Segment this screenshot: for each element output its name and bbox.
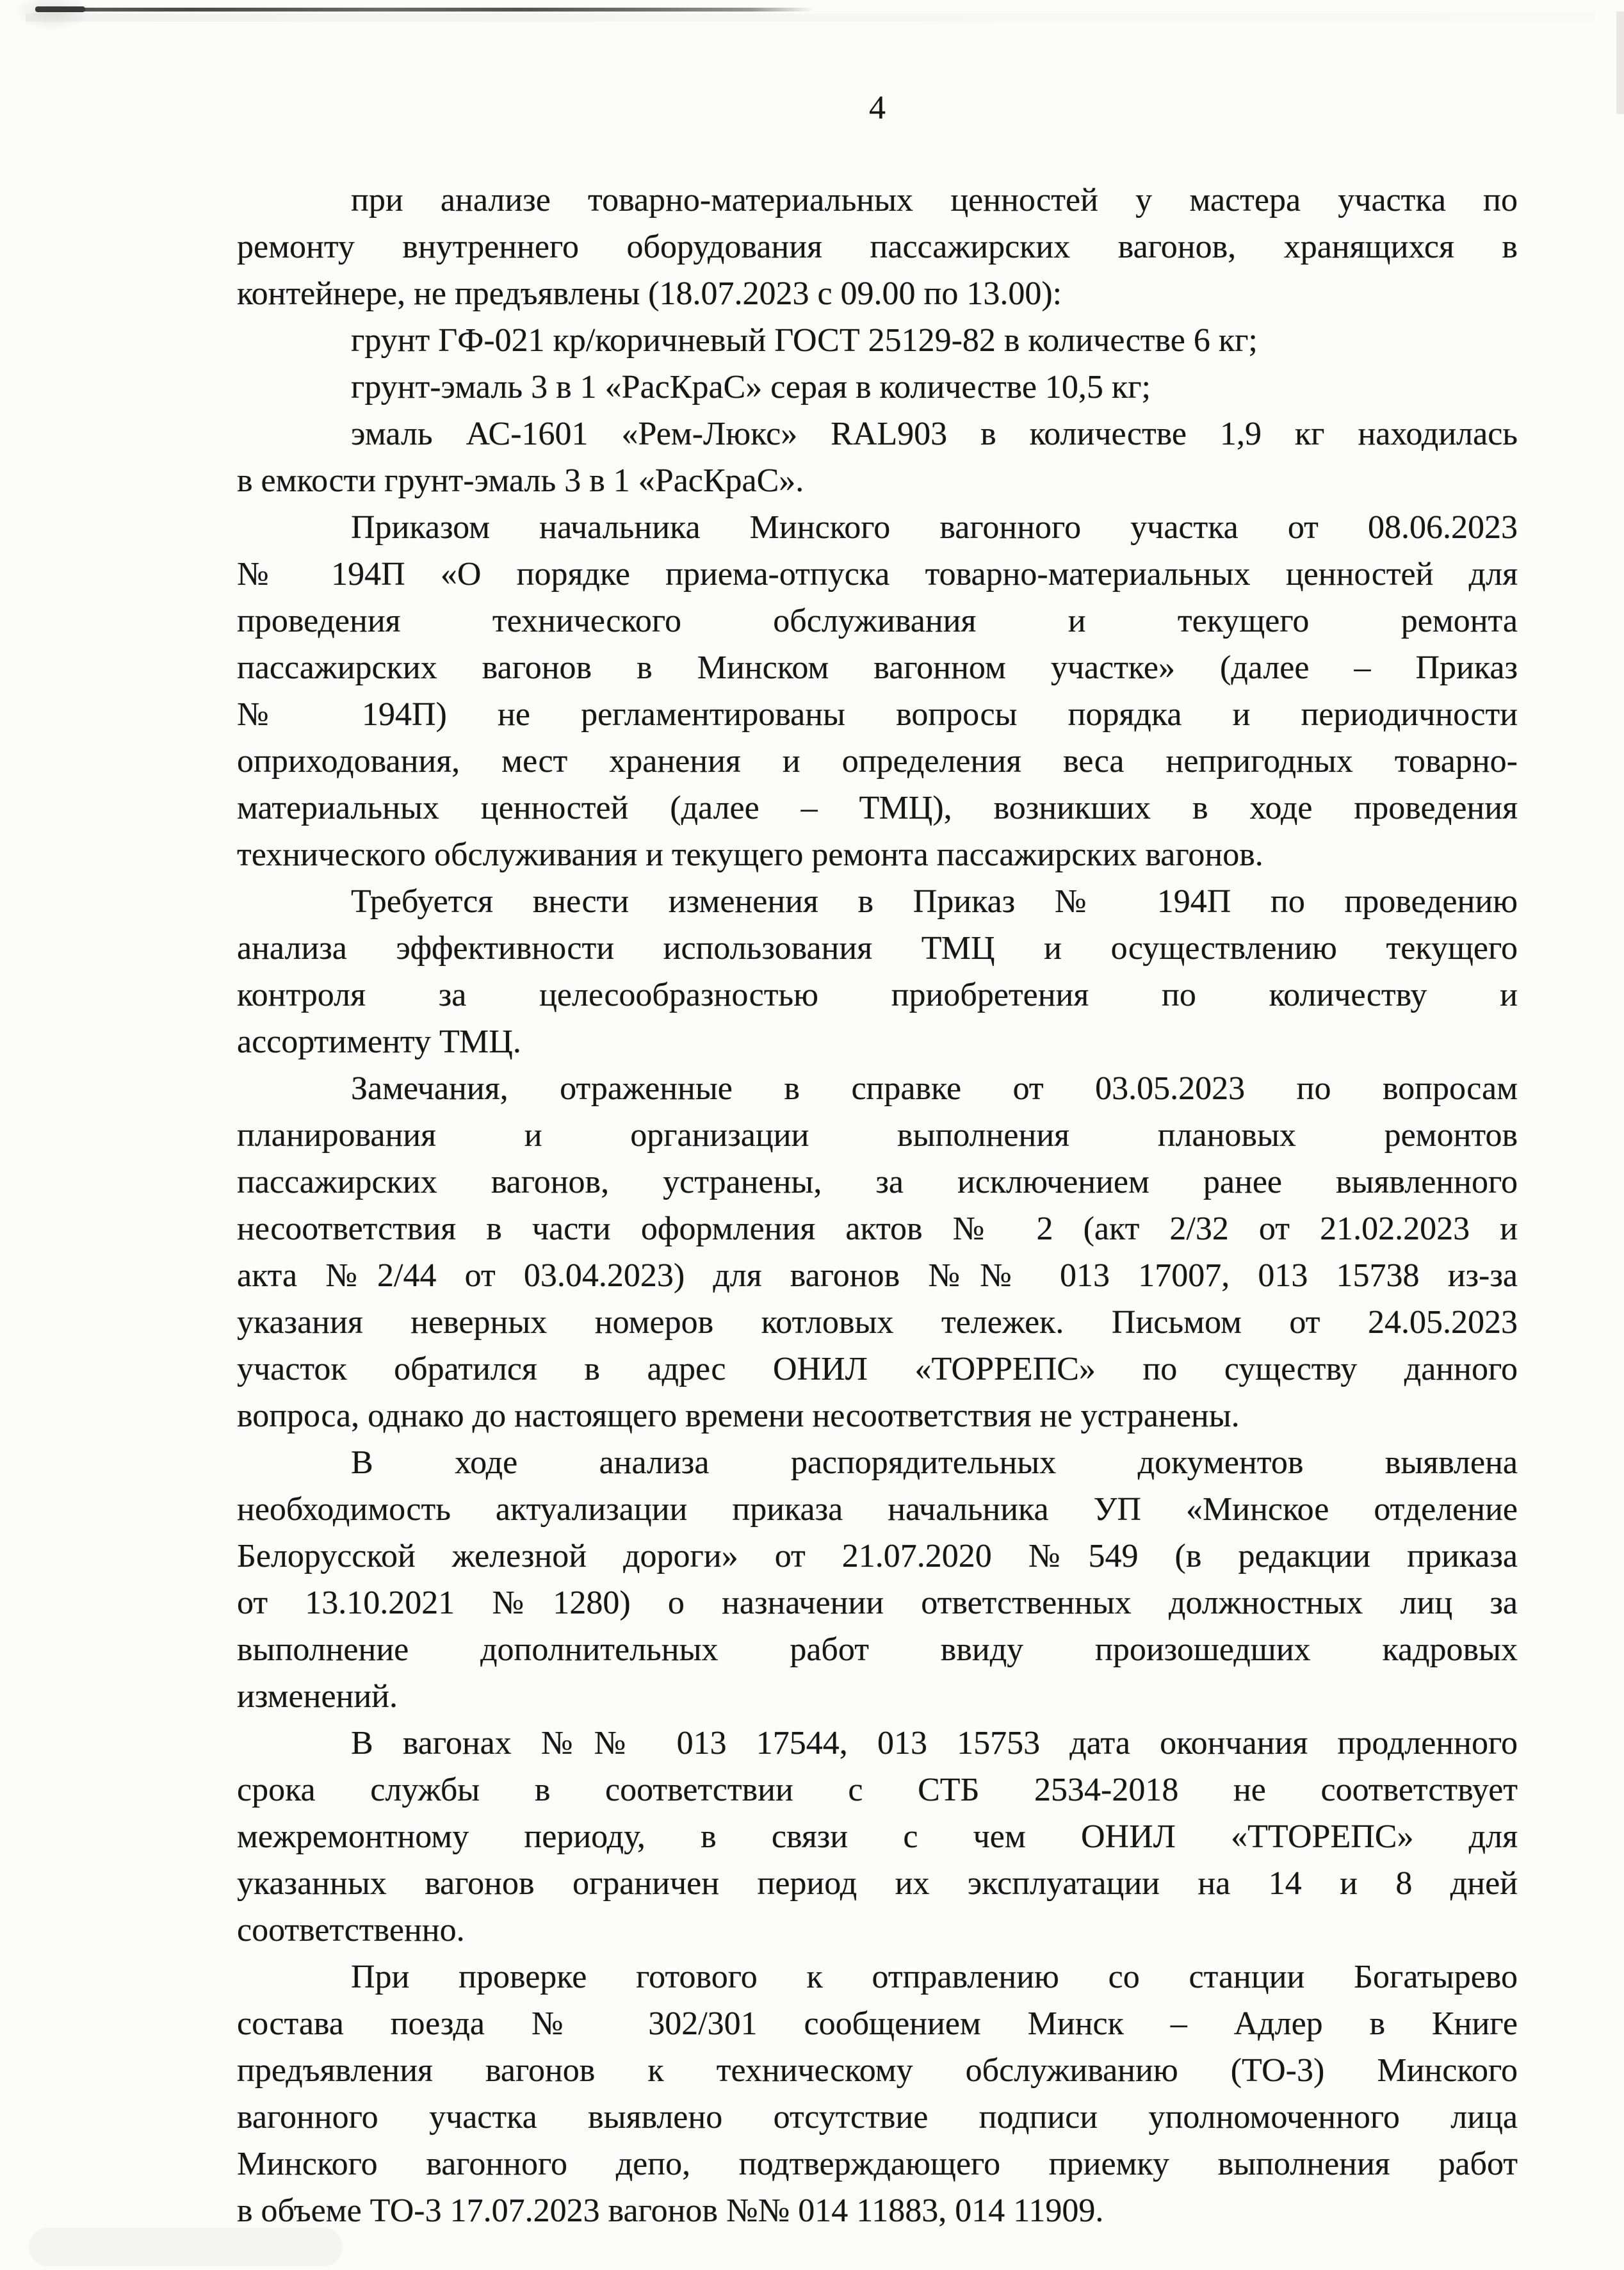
text-line: ремонту внутреннего оборудования пассажирских вагонов, хранящихся в <box>237 229 1518 265</box>
page-number: 4 <box>869 90 886 126</box>
paragraph <box>237 317 1518 364</box>
text-line: материальных ценностей (далее – ТМЦ), возникших в ходе проведения <box>237 790 1518 826</box>
text-line: изменений. <box>237 1678 398 1715</box>
paragraph <box>237 1720 1518 1954</box>
text-line: указанных вагонов ограничен период их эксплуатации на 14 и 8 дней <box>237 1865 1518 1902</box>
paragraph <box>237 504 1518 878</box>
text-line: участок обратился в адрес ОНИЛ «ТОРРЕПС» по существу данного <box>237 1351 1518 1387</box>
text-line: проведения технического обслуживания и текущего ремонта <box>237 603 1518 639</box>
text-line: контейнере, не предъявлены (18.07.2023 с 09.00 по 13.00): <box>237 275 1062 312</box>
text-line: указания неверных номеров котловых тележек. Письмом от 24.05.2023 <box>237 1304 1518 1341</box>
text-line: технического обслуживания и текущего ремонта пассажирских вагонов. <box>237 837 1263 873</box>
text-line: планирования и организации выполнения плановых ремонтов <box>237 1117 1518 1154</box>
text-line: необходимость актуализации приказа начальника УП «Минское отделение <box>237 1491 1518 1528</box>
text-line: Замечания, отраженные в справке от 03.05.2023 по вопросам <box>351 1070 1518 1107</box>
text-line: ассортименту ТМЦ. <box>237 1024 521 1060</box>
text-line: № 194П «О порядке приема-отпуска товарно-материальных ценностей для <box>237 556 1518 592</box>
text-line: Белорусской железной дороги» от 21.07.2020 №549 (в редакции приказа <box>237 1538 1518 1574</box>
scan-right-edge-artifact <box>1616 12 1624 114</box>
text-line: выполнение дополнительных работ ввиду произошедших кадровых <box>237 1631 1518 1668</box>
scan-band-artifact <box>26 13 1595 22</box>
paragraph <box>237 411 1518 504</box>
text-line: контроля за целесообразностью приобретения по количеству и <box>237 977 1518 1013</box>
text-line: пассажирских вагонов в Минском вагонном участке» (далее – Приказ <box>237 649 1518 686</box>
paragraph <box>237 364 1518 411</box>
text-line: грунт-эмаль 3 в 1 «РасКраС» серая в количестве 10,5 кг; <box>351 369 1151 405</box>
text-line: оприходования, мест хранения и определения веса непригодных товарно- <box>237 743 1518 780</box>
text-line: при анализе товарно-материальных ценностей у мастера участка по <box>351 182 1518 218</box>
paragraph <box>237 1439 1518 1720</box>
text-line: пассажирских вагонов, устранены, за исключением ранее выявленного <box>237 1164 1518 1200</box>
text-line: соответственно. <box>237 1912 465 1948</box>
paragraph <box>237 1065 1518 1439</box>
text-line: состава поезда № 302/301 сообщением Минск – Адлер в Книге <box>237 2005 1518 2042</box>
text-line: В ходе анализа распорядительных документов выявлена <box>351 1444 1518 1481</box>
text-line: срока службы в соответствии с СТБ 2534-2018 не соответствует <box>237 1772 1518 1808</box>
text-line: несоответствия в части оформления актов № 2 (акт 2/32 от 21.02.2023 и <box>237 1211 1518 1247</box>
text-line: вагонного участка выявлено отсутствие подписи уполномоченного лица <box>237 2099 1518 2135</box>
text-line: анализа эффективности использования ТМЦ и осуществлению текущего <box>237 930 1518 967</box>
text-line: в емкости грунт-эмаль 3 в 1 «РасКраС». <box>237 462 804 499</box>
text-line: эмаль АС-1601 «Рем-Люкс» RAL903 в количестве 1,9 кг находилась <box>351 416 1518 452</box>
paragraph <box>237 177 1518 317</box>
text-line: В вагонах №№ 013 17544, 013 15753 дата окончания продленного <box>351 1725 1518 1761</box>
paragraph <box>237 878 1518 1065</box>
text-line: Минского вагонного депо, подтверждающего приемку выполнения работ <box>237 2146 1518 2182</box>
text-line: межремонтному периоду, в связи с чем ОНИЛ «ТТОРЕПС» для <box>237 1818 1518 1855</box>
document-body <box>237 177 1518 2234</box>
text-line: вопроса, однако до настоящего времени несоответствия не устранены. <box>237 1398 1240 1434</box>
text-line: Требуется внести изменения в Приказ № 194П по проведению <box>351 883 1518 920</box>
scan-line-artifact <box>35 8 813 12</box>
text-line: Приказом начальника Минского вагонного участка от 08.06.2023 <box>351 509 1518 546</box>
text-line: предъявления вагонов к техническому обслуживанию (ТО-3) Минского <box>237 2052 1518 2089</box>
text-line: акта №2/44 от 03.04.2023) для вагонов №№ 013 17007, 013 15738 из-за <box>237 1257 1518 1294</box>
text-line: в объеме ТО-3 17.07.2023 вагонов №№ 014 11883, 014 11909. <box>237 2192 1104 2229</box>
text-line: грунт ГФ-021 кр/коричневый ГОСТ 25129-82 в количестве 6 кг; <box>351 322 1258 359</box>
paragraph <box>237 1954 1518 2234</box>
scan-line-head-artifact <box>35 6 85 12</box>
text-line: от 13.10.2021 №1280) о назначении ответственных должностных лиц за <box>237 1585 1518 1621</box>
text-line: При проверке готового к отправлению со станции Богатырево <box>351 1959 1518 1995</box>
text-line: № 194П) не регламентированы вопросы порядка и периодичности <box>237 696 1518 733</box>
